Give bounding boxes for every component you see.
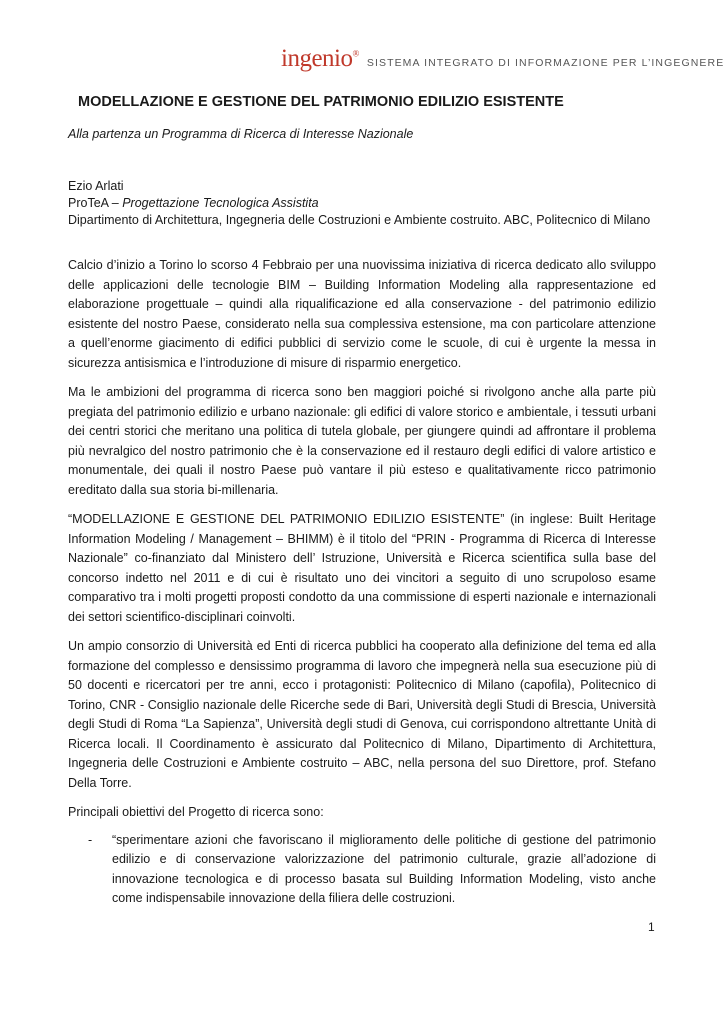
list-item-text: “sperimentare azioni che favoriscano il miglioramento delle politiche di gestione del patrimonio edilizio e di conservazione valorizzazione del patrimonio culturale, grazie all’adozione di innovazione tecnologica e di processo basata sul Building Information Modeling, visto anche come indispensabile innovazione della filiera delle costruzioni. <box>112 832 656 905</box>
document-title: MODELLAZIONE E GESTIONE DEL PATRIMONIO EDILIZIO ESISTENTE <box>78 94 564 110</box>
objectives-list <box>68 831 656 909</box>
group-separator: – <box>108 196 123 210</box>
article-body <box>68 256 656 909</box>
page-number: 1 <box>648 920 655 934</box>
group-name: Progettazione Tecnologica Assistita <box>122 196 319 210</box>
group-abbr: ProTeA <box>68 196 109 210</box>
author-group <box>68 195 656 212</box>
header <box>281 46 724 71</box>
author-name: Ezio Arlati <box>68 179 124 193</box>
ingenio-logo <box>281 46 359 71</box>
header-tagline: SISTEMA INTEGRATO DI INFORMAZIONE PER L’INGEGNERE <box>366 57 725 69</box>
paragraph: Ma le ambizioni del programma di ricerca sono ben maggiori poiché si rivolgono anche alla parte più pregiata del patrimonio edilizio e urbano nazionale: gli edifici di valore storico e ambientale, i tessuti urbani dei centri storici che meritano una politica di tutela globale, per giungere quindi ad affrontare il problema più nevralgico del nostro patrimonio che è la conservazione ed il restauro degli edifici di valore artistico e monumentale, dei quali il nostro Paese può vantare il più esteso e qualitativamente ricco patrimonio ereditato dalla sua storia bi-millenaria. <box>68 385 656 497</box>
author-block <box>68 178 656 229</box>
logo-text: ingenio <box>281 45 353 72</box>
document-subtitle: Alla partenza un Programma di Ricerca di Interesse Nazionale <box>68 127 414 141</box>
author-department: Dipartimento di Architettura, Ingegneria delle Costruzioni e Ambiente costruito. ABC, Politecnico di Milano <box>68 213 651 227</box>
registered-mark: ® <box>352 48 359 59</box>
paragraph: Calcio d’inizio a Torino lo scorso 4 Febbraio per una nuovissima iniziativa di ricerca dedicato allo sviluppo delle applicazioni delle tecnologie BIM – Building Information Modeling alla rappresentazione ed elaborazione progettuale – quindi alla riqualificazione ed alla conservazione - del patrimonio edilizio esistente del nostro Paese, considerato nella sua complessiva estensione, ma con particolare attenzione a quell’enorme giacimento di edifici pubblici di servizio come le scuole, di cui è urgente la messa in sicurezza antisismica e l’introduzione di misure di risparmio energetico. <box>68 258 656 370</box>
paragraph: “MODELLAZIONE E GESTIONE DEL PATRIMONIO EDILIZIO ESISTENTE” (in inglese: Built Heritage Information Modeling / Management – BHIMM) è il titolo del “PRIN - Programma di Ricerca di Interesse Nazionale” co-finanziato dal Ministero dell’ Istruzione, Università e Ricerca scientifica sulla base del concorso indetto nel 2011 e di cui è risultato uno dei vincitori a seguito di uno scrupoloso esame comparativo tra i molti progetti proposti condotto da una commissione di esperti nazionale e internazionali dei settori scientifico-disciplinari coinvolti. <box>68 512 656 624</box>
paragraph: Un ampio consorzio di Università ed Enti di ricerca pubblici ha cooperato alla definizione del tema ed alla formazione del complesso e densissimo programma di lavoro che impegnerà nella sua esecuzione più di 50 docenti e ricercatori per tre anni, ecco i protagonisti: Politecnico di Milano (capofila), Politecnico di Torino, CNR - Consiglio nazionale delle Ricerche sede di Bari, Università degli Studi di Brescia, Università degli Studi di Roma “La Sapienza”, Università degli studi di Genova, cui corrispondono altrettante Unità di Ricerca locali. Il Coordinamento è assicurato dal Politecnico di Milano, Dipartimento di Architettura, Ingegneria delle Costruzioni e Ambiente costruito – ABC, nella persona del suo Direttore, prof. Stefano Della Torre. <box>68 639 656 790</box>
objectives-intro: Principali obiettivi del Progetto di ricerca sono: <box>68 805 324 819</box>
list-item <box>68 831 656 909</box>
bullet-marker: - <box>88 832 93 847</box>
